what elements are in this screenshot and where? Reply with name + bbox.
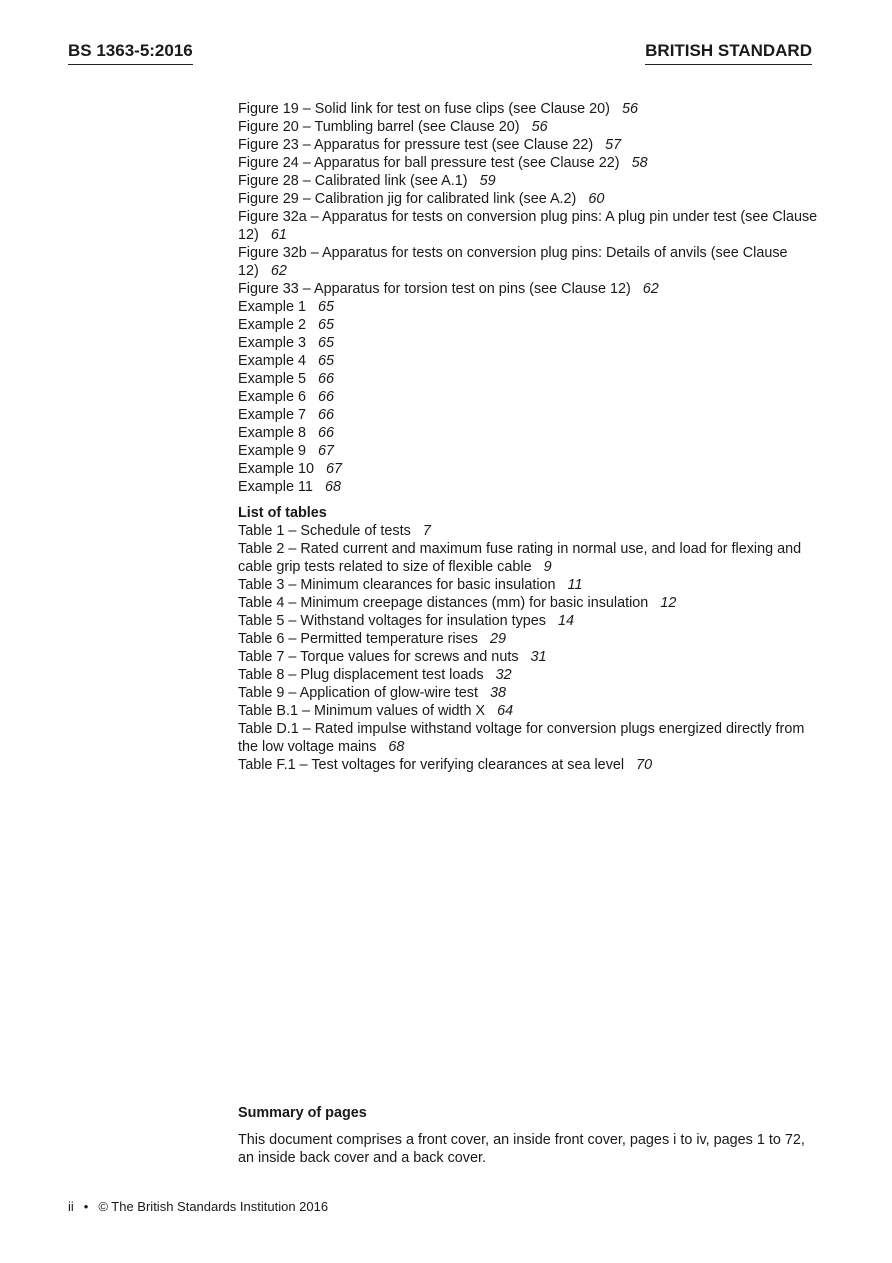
entry-title: Table B.1 – Minimum values of width X bbox=[238, 703, 486, 719]
table-entry[interactable] bbox=[238, 630, 818, 648]
entry-page: 62 bbox=[270, 263, 287, 279]
entry-title: Table 2 – Rated current and maximum fuse rating in normal use, and load for flexing and cable grip tests related to size of flexible cable bbox=[238, 541, 802, 575]
figure-entry[interactable] bbox=[238, 334, 818, 352]
entry-page: 66 bbox=[318, 425, 335, 441]
entry-title: Table 1 – Schedule of tests bbox=[238, 523, 411, 539]
table-entry[interactable] bbox=[238, 666, 818, 684]
entry-page: 67 bbox=[318, 443, 335, 459]
entry-title: Example 3 bbox=[238, 335, 306, 351]
entry-title: Example 11 bbox=[238, 479, 313, 495]
entry-page: 32 bbox=[495, 667, 512, 683]
table-entry[interactable] bbox=[238, 540, 818, 576]
page-number: ii bbox=[68, 1199, 74, 1214]
entry-page: 59 bbox=[479, 173, 496, 189]
entry-page: 56 bbox=[531, 119, 548, 135]
standard-label: BRITISH STANDARD bbox=[645, 40, 812, 65]
table-entry[interactable] bbox=[238, 756, 818, 774]
figure-entry[interactable] bbox=[238, 118, 818, 136]
table-entry[interactable] bbox=[238, 612, 818, 630]
figure-entry[interactable] bbox=[238, 388, 818, 406]
entry-page: 65 bbox=[318, 299, 335, 315]
table-entry[interactable] bbox=[238, 522, 818, 540]
figure-entry[interactable] bbox=[238, 352, 818, 370]
entry-title: Example 5 bbox=[238, 371, 306, 387]
bullet-icon: • bbox=[83, 1199, 89, 1214]
entry-title: Figure 32a – Apparatus for tests on conversion plug pins: A plug pin under test (see Clause 12) bbox=[238, 209, 818, 243]
entry-title: Table 5 – Withstand voltages for insulation types bbox=[238, 613, 546, 629]
document-id: BS 1363-5:2016 bbox=[68, 40, 193, 65]
entry-title: Figure 29 – Calibration jig for calibrated link (see A.2) bbox=[238, 191, 577, 207]
table-entry[interactable] bbox=[238, 720, 818, 756]
figures-list bbox=[238, 100, 818, 496]
summary-title: Summary of pages bbox=[238, 1105, 367, 1121]
figure-entry[interactable] bbox=[238, 172, 818, 190]
figure-entry[interactable] bbox=[238, 100, 818, 118]
entry-page: 56 bbox=[621, 101, 638, 117]
entry-page: 61 bbox=[270, 227, 287, 243]
copyright: © The British Standards Institution 2016 bbox=[98, 1199, 329, 1214]
entry-title: Table 3 – Minimum clearances for basic insulation bbox=[238, 577, 556, 593]
table-entry[interactable] bbox=[238, 684, 818, 702]
figure-entry[interactable] bbox=[238, 424, 818, 442]
entry-page: 67 bbox=[326, 461, 343, 477]
entry-page: 65 bbox=[318, 317, 335, 333]
entry-page: 65 bbox=[318, 335, 335, 351]
entry-page: 31 bbox=[530, 649, 547, 665]
figure-entry[interactable] bbox=[238, 316, 818, 334]
entry-page: 66 bbox=[318, 371, 335, 387]
entry-page: 38 bbox=[489, 685, 506, 701]
tables-list bbox=[238, 522, 818, 774]
entry-title: Example 4 bbox=[238, 353, 306, 369]
entry-title: Example 6 bbox=[238, 389, 306, 405]
entry-title: Example 2 bbox=[238, 317, 306, 333]
figure-entry[interactable] bbox=[238, 370, 818, 388]
entry-title: Table D.1 – Rated impulse withstand voltage for conversion plugs energized directly from the low voltage mains bbox=[238, 721, 805, 755]
entry-title: Table 9 – Application of glow-wire test bbox=[238, 685, 478, 701]
toc-column bbox=[238, 100, 818, 774]
entry-page: 58 bbox=[631, 155, 648, 171]
entry-title: Table 8 – Plug displacement test loads bbox=[238, 667, 484, 683]
figure-entry[interactable] bbox=[238, 208, 818, 244]
figure-entry[interactable] bbox=[238, 154, 818, 172]
summary-text: This document comprises a front cover, an inside front cover, pages i to iv, pages 1 to 72, an inside back cover and a back cover. bbox=[238, 1132, 805, 1166]
entry-title: Table 6 – Permitted temperature rises bbox=[238, 631, 478, 647]
table-entry[interactable] bbox=[238, 576, 818, 594]
entry-page: 68 bbox=[324, 479, 341, 495]
entry-page: 57 bbox=[605, 137, 622, 153]
entry-page: 9 bbox=[543, 559, 552, 575]
entry-page: 11 bbox=[567, 577, 583, 593]
entry-page: 68 bbox=[388, 739, 405, 755]
figure-entry[interactable] bbox=[238, 406, 818, 424]
figure-entry[interactable] bbox=[238, 478, 818, 496]
entry-title: Figure 19 – Solid link for test on fuse clips (see Clause 20) bbox=[238, 101, 610, 117]
entry-title: Figure 33 – Apparatus for torsion test on pins (see Clause 12) bbox=[238, 281, 631, 297]
entry-title: Example 7 bbox=[238, 407, 306, 423]
entry-page: 70 bbox=[636, 757, 653, 773]
entry-title: Figure 28 – Calibrated link (see A.1) bbox=[238, 173, 468, 189]
tables-heading: List of tables bbox=[238, 505, 327, 521]
entry-title: Table 7 – Torque values for screws and nuts bbox=[238, 649, 519, 665]
entry-title: Table F.1 – Test voltages for verifying clearances at sea level bbox=[238, 757, 625, 773]
entry-page: 60 bbox=[588, 191, 605, 207]
figure-entry[interactable] bbox=[238, 442, 818, 460]
entry-page: 66 bbox=[318, 389, 335, 405]
entry-page: 66 bbox=[318, 407, 335, 423]
table-entry[interactable] bbox=[238, 702, 818, 720]
entry-title: Figure 23 – Apparatus for pressure test (see Clause 22) bbox=[238, 137, 594, 153]
table-entry[interactable] bbox=[238, 648, 818, 666]
figure-entry[interactable] bbox=[238, 298, 818, 316]
entry-page: 65 bbox=[318, 353, 335, 369]
entry-title: Table 4 – Minimum creepage distances (mm) for basic insulation bbox=[238, 595, 649, 611]
entry-title: Example 8 bbox=[238, 425, 306, 441]
figure-entry[interactable] bbox=[238, 244, 818, 280]
entry-title: Figure 24 – Apparatus for ball pressure test (see Clause 22) bbox=[238, 155, 620, 171]
entry-title: Figure 32b – Apparatus for tests on conversion plug pins: Details of anvils (see Clause 12) bbox=[238, 245, 788, 279]
entry-page: 12 bbox=[660, 595, 677, 611]
entry-page: 62 bbox=[642, 281, 659, 297]
entry-page: 29 bbox=[489, 631, 506, 647]
summary-section bbox=[238, 1104, 818, 1167]
figure-entry[interactable] bbox=[238, 190, 818, 208]
entry-title: Example 1 bbox=[238, 299, 306, 315]
figure-entry[interactable] bbox=[238, 460, 818, 478]
figure-entry[interactable] bbox=[238, 136, 818, 154]
entry-title: Example 10 bbox=[238, 461, 314, 477]
entry-page: 7 bbox=[422, 523, 431, 539]
table-entry[interactable] bbox=[238, 594, 818, 612]
entry-title: Example 9 bbox=[238, 443, 306, 459]
figure-entry[interactable] bbox=[238, 280, 818, 298]
entry-title: Figure 20 – Tumbling barrel (see Clause 20) bbox=[238, 119, 520, 135]
entry-page: 64 bbox=[497, 703, 514, 719]
entry-page: 14 bbox=[557, 613, 574, 629]
page-footer bbox=[68, 1199, 328, 1215]
